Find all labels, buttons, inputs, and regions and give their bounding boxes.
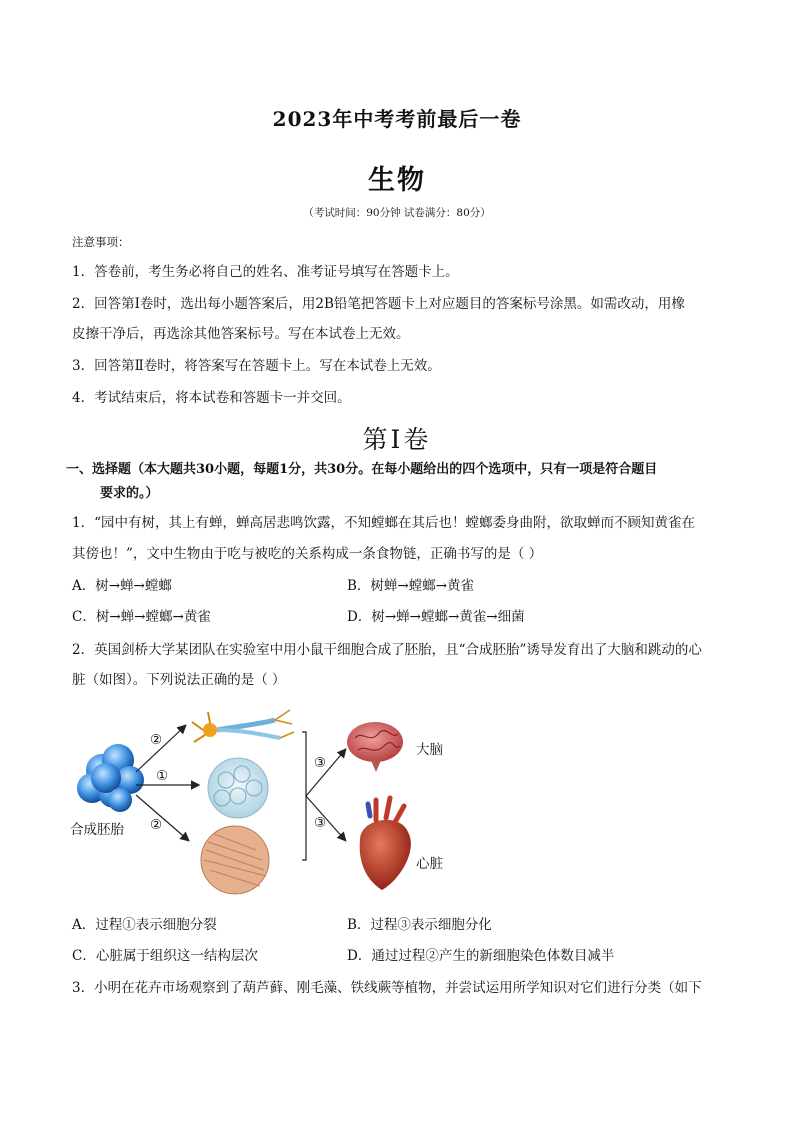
step-1-label: ① [156, 768, 169, 784]
q2-option-c: C．心脏属于组织这一结构层次 [72, 948, 258, 964]
q2-option-d: D．通过过程②产生的新细胞染色体数目减半 [347, 948, 615, 964]
q1-option-b: B．树蝉→螳螂→黄雀 [347, 578, 475, 594]
question-3-stem: 3．小明在花卉市场观察到了葫芦藓、刚毛藻、铁线蕨等植物，并尝试运用所学知识对它们进行分类（如下 [72, 980, 702, 996]
exam-meta: （考试时间：90分钟 试卷满分：80分） [303, 207, 491, 219]
q1-option-c: C．树→蝉→螳螂→黄雀 [72, 609, 211, 625]
section-heading-cont: 要求的。） [100, 486, 159, 501]
note-item: 1．答卷前，考生务必将自己的姓名、准考证号填写在答题卡上。 [72, 264, 459, 280]
step-2-bottom-label: ② [150, 817, 163, 833]
synthetic-embryo-icon [77, 744, 144, 812]
heart-label: 心脏 [416, 856, 443, 872]
section-heading: 一、选择题（本大题共30小题，每题1分，共30分。在每小题给出的四个选项中，只有一项是符合题目 [66, 462, 658, 477]
q2-option-b: B．过程③表示细胞分化 [347, 917, 492, 933]
note-item: 2．回答第Ⅰ卷时，选出每小题答案后，用2B铅笔把答题卡上对应题目的答案标号涂黑。如需改动，用橡 [72, 296, 685, 312]
question-1-stem: 1．“园中有树，其上有蝉，蝉高居悲鸣饮露，不知螳螂在其后也！螳螂委身曲附，欲取蝉而不顾知黄雀在 [72, 515, 695, 531]
brain-label: 大脑 [416, 742, 443, 758]
neuron-icon [192, 710, 294, 742]
embryo-diagram [70, 700, 470, 900]
note-item: 3．回答第Ⅱ卷时，将答案写在答题卡上。写在本试卷上无效。 [72, 358, 441, 374]
embryo-diagram-svg [70, 700, 470, 900]
q1-option-a: A．树→蝉→螳螂 [72, 578, 172, 594]
brain-icon [347, 722, 403, 772]
heart-icon [360, 798, 411, 890]
muscle-tissue-icon [201, 826, 269, 894]
question-2-stem: 2．英国剑桥大学某团队在实验室中用小鼠干细胞合成了胚胎，且“合成胚胎”诱导发育出了大脑和跳动的心 [72, 642, 702, 658]
q2-option-a: A．过程①表示细胞分裂 [72, 917, 217, 933]
note-item: 4．考试结束后，将本试卷和答题卡一并交回。 [72, 390, 351, 406]
subject-title: 生物 [368, 165, 426, 196]
volume-title: 第Ⅰ卷 [362, 425, 432, 454]
note-item: 皮擦干净后，再选涂其他答案标号。写在本试卷上无效。 [72, 326, 410, 342]
notes-heading: 注意事项： [72, 235, 130, 249]
step-3-top-label: ③ [314, 755, 327, 771]
question-1-stem-cont: 其傍也！”，文中生物由于吃与被吃的关系构成一条食物链，正确书写的是（ ） [72, 546, 543, 562]
cell-cluster-icon [208, 758, 268, 818]
step-3-bottom-label: ③ [314, 815, 327, 831]
question-2-stem-cont: 脏（如图）。下列说法正确的是（ ） [72, 672, 286, 688]
synthetic-embryo-label: 合成胚胎 [70, 822, 124, 838]
step-2-top-label: ② [150, 732, 163, 748]
q1-option-d: D．树→蝉→螳螂→黄雀→细菌 [347, 609, 525, 625]
exam-title: 2023年中考考前最后一卷 [272, 107, 522, 131]
